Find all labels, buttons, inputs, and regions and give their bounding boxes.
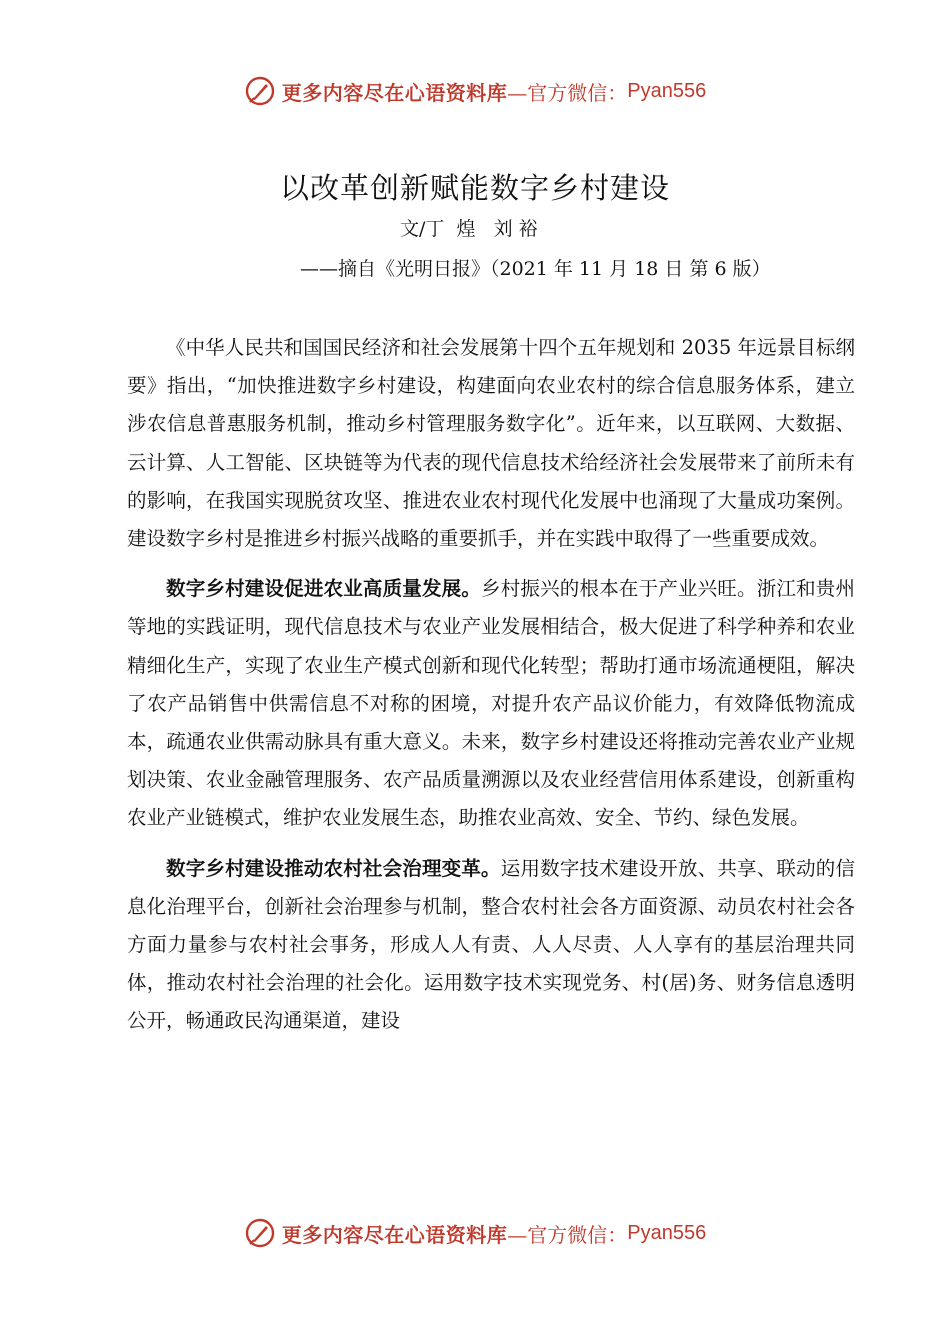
article-source: ——摘自《光明日报》（2021 年 11 月 18 日 第 6 版） — [300, 258, 771, 280]
watermark-banner-top — [0, 71, 950, 111]
banner-main-text: 更多内容尽在心语资料库 — [281, 80, 508, 105]
feather-logo-icon — [244, 75, 276, 107]
paragraph-lead: 数字乡村建设促进农业高质量发展。 — [166, 577, 482, 601]
banner-wechat-id: Pyan556 — [627, 79, 707, 102]
paragraph-lead: 数字乡村建设推动农村社会治理变革。 — [166, 856, 501, 880]
article-body — [127, 329, 855, 1053]
paragraph-text: 运用数字技术建设开放、共享、联动的信息化治理平台，创新社会治理参与机制，整合农村社会各方面资源、动员农村社会各方面力量参与农村社会事务，形成人人有责、人人尽责、人人享有的基层治理共同体，推动农村社会治理的社会化。运用数字技术实现党务、村(居)务、财务信息透明公开，畅通政民沟通渠道，建设 — [127, 856, 855, 1033]
article-byline: 文/丁 煌 刘 裕 — [400, 218, 538, 240]
paragraph-agriculture — [127, 570, 855, 837]
banner-wechat-label: —官方微信： — [507, 1222, 628, 1247]
paragraph-intro — [127, 329, 855, 558]
paragraph-governance — [127, 850, 855, 1041]
feather-logo-icon — [244, 1217, 276, 1249]
banner-wechat-label: —官方微信： — [507, 80, 628, 105]
banner-wechat-id: Pyan556 — [627, 1221, 707, 1244]
banner-main-text: 更多内容尽在心语资料库 — [281, 1222, 508, 1247]
paragraph-text: 乡村振兴的根本在于产业兴旺。浙江和贵州等地的实践证明，现代信息技术与农业产业发展相结合，极大促进了科学种养和农业精细化生产，实现了农业生产模式创新和现代化转型；帮助打通市场流通梗阻，解决了农产品销售中供需信息不对称的困境，对提升农产品议价能力，有效降低物流成本，疏通农业供需动脉具有重大意义。未来，数字乡村建设还将推动完善农业产业规划决策、农业金融管理服务、农产品质量溯源以及农业经营信用体系建设，创新重构农业产业链模式，维护农业发展生态，助推农业高效、安全、节约、绿色发展。 — [127, 577, 855, 830]
article-title: 以改革创新赋能数字乡村建设 — [279, 171, 670, 205]
paragraph-text: 《中华人民共和国国民经济和社会发展第十四个五年规划和 2035 年远景目标纲要》指出，“加快推进数字乡村建设，构建面向农业农村的综合信息服务体系，建立涉农信息普惠服务机制，推动乡村管理服务数字化”。近年来，以互联网、大数据、云计算、人工智能、区块链等为代表的现代信息技术给经济社会发展带来了前所未有的影响，在我国实现脱贫攻坚、推进农业农村现代化发展中也涌现了大量成功案例。建设数字乡村是推进乡村振兴战略的重要抓手，并在实践中取得了一些重要成效。 — [127, 336, 855, 551]
watermark-banner-bottom — [0, 1213, 950, 1253]
